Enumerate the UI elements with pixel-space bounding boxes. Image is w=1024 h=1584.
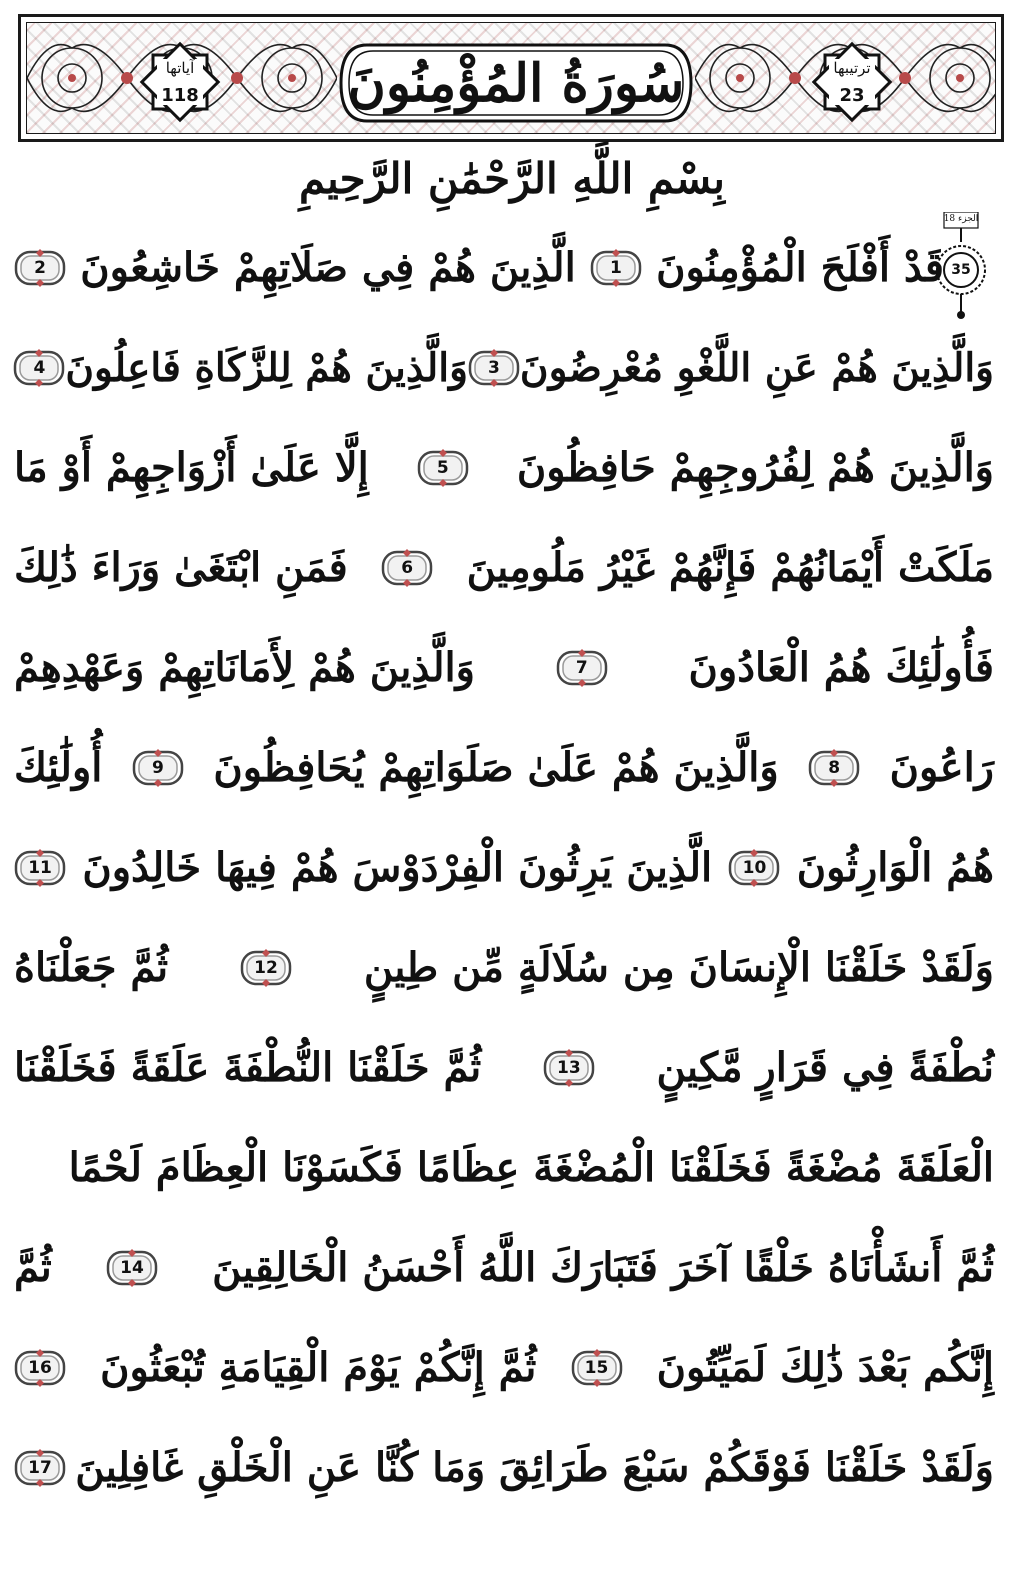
verse-text: أُولَٰئِكَ: [14, 744, 103, 791]
text-line: [14, 1218, 994, 1318]
ayah-number-marker: [571, 1349, 623, 1387]
ayah-number: 12: [254, 957, 278, 978]
order-number: 23: [839, 85, 865, 106]
ayah-number: 6: [401, 557, 414, 578]
verse-text: نُطْفَةً فِي قَرَارٍ مَّكِينٍ: [656, 1044, 994, 1091]
ayah-number-marker: [14, 1449, 66, 1487]
surah-title-cartouche: [337, 41, 695, 125]
ayah-number: 14: [120, 1257, 144, 1278]
ayah-number: 2: [34, 257, 46, 278]
verse-text: إِلَّا عَلَىٰ أَزْوَاجِهِمْ أَوْ مَا: [14, 444, 369, 491]
verse-text: ثُمَّ جَعَلْنَاهُ: [14, 944, 169, 991]
ayah-number-marker: [808, 749, 860, 787]
verse-text: ثُمَّ: [14, 1244, 52, 1291]
ayah-number: 7: [575, 657, 588, 678]
text-line: [14, 418, 994, 518]
ayah-number: 15: [584, 1357, 609, 1378]
ayah-number-marker: [468, 349, 520, 387]
ayah-number-marker: [556, 649, 608, 687]
verse-text: ثُمَّ أَنشَأْنَاهُ خَلْقًا آخَرَ فَتَبَارَكَ اللَّهُ أَحْسَنُ الْخَالِقِينَ: [212, 1244, 994, 1291]
star-frame-icon: [139, 41, 221, 123]
verse-text: وَلَقَدْ خَلَقْنَا الْإِنسَانَ مِن سُلَالَةٍ مِّن طِينٍ: [363, 944, 994, 991]
ayah-number-marker: [381, 549, 433, 587]
verse-text: وَالَّذِينَ هُمْ لِلزَّكَاةِ فَاعِلُونَ: [65, 344, 468, 391]
text-line: [14, 218, 994, 318]
ayah-number-marker: [14, 249, 66, 287]
text-line: [14, 518, 994, 618]
verse-text: هُمُ الْوَارِثُونَ: [796, 844, 994, 891]
ayah-number-marker: [240, 949, 292, 987]
ayah-number-marker: [728, 849, 780, 887]
verse-text: وَالَّذِينَ هُمْ لِأَمَانَاتِهِمْ وَعَهْدِهِمْ: [14, 644, 475, 691]
verse-text: وَالَّذِينَ هُمْ عَلَىٰ صَلَوَاتِهِمْ يُحَافِظُونَ: [213, 744, 779, 791]
verse-text: ثُمَّ خَلَقْنَا النُّطْفَةَ عَلَقَةً فَخَلَقْنَا: [14, 1044, 482, 1091]
verse-text: قَدْ أَفْلَحَ الْمُؤْمِنُونَ: [656, 244, 944, 291]
verse-text: وَلَقَدْ خَلَقْنَا فَوْقَكُمْ سَبْعَ طَرَائِقَ وَمَا كُنَّا عَنِ الْخَلْقِ غَافِلِينَ: [75, 1444, 994, 1491]
ayah-number: 8: [828, 757, 841, 778]
header-ornament-band: [26, 22, 996, 134]
ayah-number: 13: [557, 1057, 581, 1078]
juz-label: الجزء: [958, 214, 979, 224]
ayah-number-marker: [543, 1049, 595, 1087]
mushaf-text: [14, 218, 994, 1518]
text-line: [14, 318, 994, 418]
surah-title: سُورَةُ المُؤْمِنُونَ: [347, 52, 685, 114]
ayah-number-marker: [590, 249, 642, 287]
verse-text: ثُمَّ إِنَّكُمْ يَوْمَ الْقِيَامَةِ تُبْعَثُونَ: [100, 1344, 537, 1391]
hizb-number: 35: [951, 262, 971, 278]
order-label: ترتيبها: [833, 59, 871, 77]
text-line: [14, 818, 994, 918]
ayah-number: 5: [436, 457, 449, 478]
basmala: بِسْمِ اللَّهِ الرَّحْمَٰنِ الرَّحِيمِ: [299, 154, 725, 203]
verses-count-badge: [139, 41, 221, 123]
ayah-number: 11: [28, 857, 52, 878]
verse-text: وَالَّذِينَ هُمْ لِفُرُوجِهِمْ حَافِظُونَ: [516, 444, 994, 491]
ayah-number-marker: [13, 349, 65, 387]
verse-text: إِنَّكُم بَعْدَ ذَٰلِكَ لَمَيِّتُونَ: [656, 1344, 994, 1391]
ayah-number-marker: [14, 849, 66, 887]
text-line: [14, 1418, 994, 1518]
verse-text: الَّذِينَ يَرِثُونَ الْفِرْدَوْسَ هُمْ فِيهَا خَالِدُونَ: [82, 844, 713, 891]
text-line: [14, 618, 994, 718]
verses-label: آياتها: [165, 59, 195, 77]
ayah-number: 17: [28, 1457, 52, 1478]
star-frame-icon: [811, 41, 893, 123]
ayah-number: 9: [151, 757, 164, 778]
verse-text: مَلَكَتْ أَيْمَانُهُمْ فَإِنَّهُمْ غَيْرُ مَلُومِينَ: [466, 544, 994, 591]
surah-header: [18, 14, 1004, 142]
text-line: [14, 1118, 994, 1218]
verses-count: 118: [161, 85, 199, 106]
text-line: [14, 1318, 994, 1418]
text-line: [14, 718, 994, 818]
ayah-number: 3: [488, 357, 500, 378]
surah-order-badge: [811, 41, 893, 123]
verse-text: الَّذِينَ هُمْ فِي صَلَاتِهِمْ خَاشِعُونَ: [80, 244, 576, 291]
verse-text: رَاعُونَ: [889, 744, 994, 791]
juz-number: 18: [943, 214, 956, 224]
verse-text: فَمَنِ ابْتَغَىٰ وَرَاءَ ذَٰلِكَ: [14, 544, 348, 591]
ayah-number: 1: [610, 257, 622, 278]
verse-text: فَأُولَٰئِكَ هُمُ الْعَادُونَ: [688, 644, 994, 691]
ayah-number-marker: [106, 1249, 158, 1287]
ayah-number-marker: [14, 1349, 66, 1387]
verse-text: وَالَّذِينَ هُمْ عَنِ اللَّغْوِ مُعْرِضُونَ: [519, 344, 994, 391]
verse-text: الْعَلَقَةَ مُضْغَةً فَخَلَقْنَا الْمُضْغَةَ عِظَامًا فَكَسَوْنَا الْعِظَامَ لَحْمًا: [68, 1144, 994, 1191]
text-line: [14, 918, 994, 1018]
ayah-number-marker: [417, 449, 469, 487]
ayah-number: 10: [742, 857, 767, 878]
ayah-number-marker: [132, 749, 184, 787]
ayah-number: 16: [28, 1357, 52, 1378]
ayah-number: 4: [33, 357, 46, 378]
text-line: [14, 1018, 994, 1118]
